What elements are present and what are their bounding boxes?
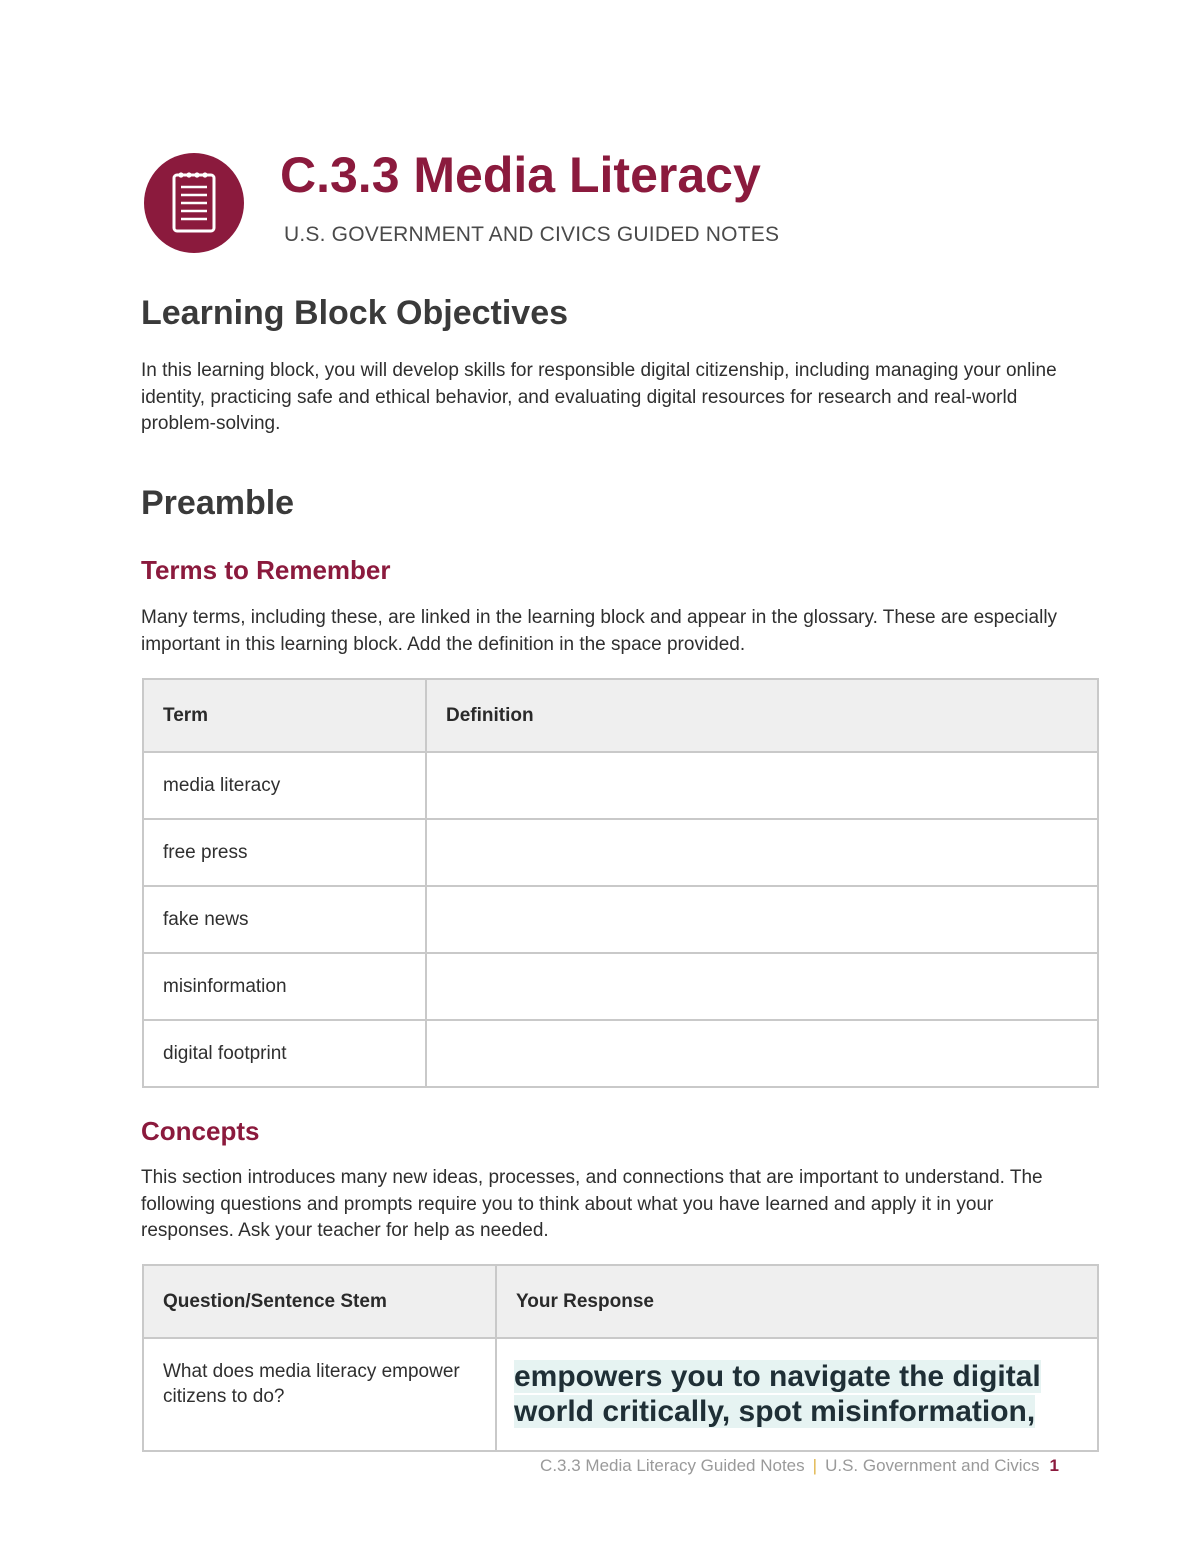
notepad-icon <box>144 153 244 253</box>
terms-table <box>142 678 1099 1088</box>
footer-course: U.S. Government and Civics <box>825 1456 1040 1475</box>
definition-cell[interactable] <box>426 1020 1098 1087</box>
term-cell: media literacy <box>143 752 426 819</box>
column-header-question: Question/Sentence Stem <box>143 1265 496 1338</box>
table-row <box>143 819 1098 886</box>
column-header-definition: Definition <box>426 679 1098 752</box>
page-footer <box>540 1456 1059 1476</box>
footer-separator: | <box>812 1456 818 1475</box>
column-header-response: Your Response <box>496 1265 1098 1338</box>
definition-cell[interactable] <box>426 819 1098 886</box>
response-text[interactable]: empowers you to navigate the digital world critically, spot misinformation, <box>514 1360 1041 1428</box>
terms-intro: Many terms, including these, are linked in the learning block and appear in the glossary. These are especially important in this learning block. Add the definition in the space provided. <box>141 607 1058 655</box>
table-row <box>143 886 1098 953</box>
table-header-row <box>143 679 1098 752</box>
document-header <box>144 147 1104 260</box>
table-header-row <box>143 1265 1098 1338</box>
definition-cell[interactable] <box>426 752 1098 819</box>
objectives-text: In this learning block, you will develop skills for responsible digital citizenship, including managing your online identity, practicing safe and ethical behavior, and evaluating digital resources for research and real-world problem-solving. <box>141 360 1057 434</box>
preamble-heading: Preamble <box>141 484 295 522</box>
table-row <box>143 1020 1098 1087</box>
term-cell: digital footprint <box>143 1020 426 1087</box>
term-cell: fake news <box>143 886 426 953</box>
concepts-table <box>142 1264 1099 1452</box>
objectives-heading: Learning Block Objectives <box>141 294 569 332</box>
terms-heading: Terms to Remember <box>141 555 391 585</box>
concepts-heading: Concepts <box>141 1116 260 1146</box>
page-subtitle: U.S. GOVERNMENT AND CIVICS GUIDED NOTES <box>284 223 780 246</box>
page-title: C.3.3 Media Literacy <box>280 147 761 203</box>
question-cell: What does media literacy empower citizens to do? <box>143 1338 496 1451</box>
table-row <box>143 1338 1098 1451</box>
column-header-term: Term <box>143 679 426 752</box>
term-cell: misinformation <box>143 953 426 1020</box>
footer-doc-title: C.3.3 Media Literacy Guided Notes <box>540 1456 805 1475</box>
definition-cell[interactable] <box>426 886 1098 953</box>
page-number: 1 <box>1049 1456 1059 1475</box>
definition-cell[interactable] <box>426 953 1098 1020</box>
term-cell: free press <box>143 819 426 886</box>
concepts-intro: This section introduces many new ideas, processes, and connections that are important to understand. The following questions and prompts require you to think about what you have learned and apply it in your responses. Ask your teacher for help as needed. <box>141 1167 1043 1241</box>
table-row <box>143 752 1098 819</box>
table-row <box>143 953 1098 1020</box>
response-cell[interactable] <box>496 1338 1098 1451</box>
